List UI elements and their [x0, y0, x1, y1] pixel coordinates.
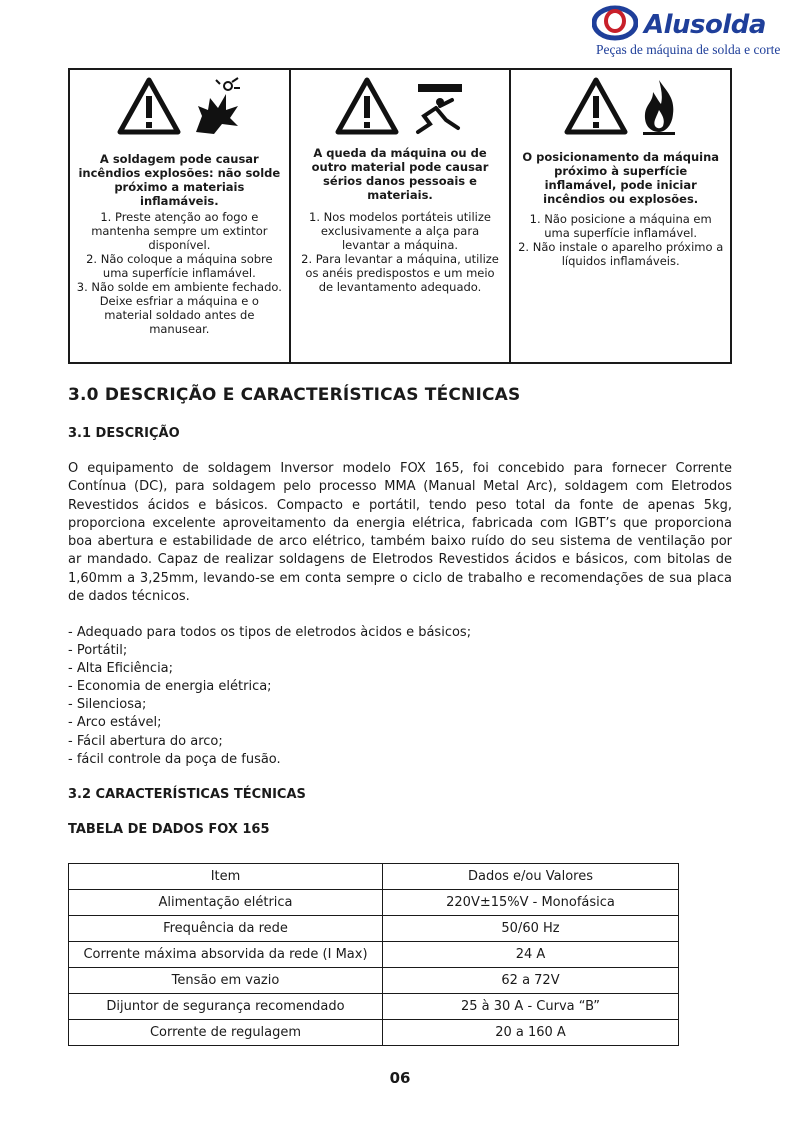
section-title: 3.0 DESCRIÇÃO E CARACTERÍSTICAS TÉCNICAS: [68, 385, 521, 405]
table-cell: Frequência da rede: [69, 916, 383, 942]
table-cell: 50/60 Hz: [383, 916, 679, 942]
table-cell: Corrente de regulagem: [69, 1020, 383, 1046]
table-row: [69, 1020, 679, 1046]
table-cell: 62 a 72V: [383, 968, 679, 994]
warning-item: 2. Para levantar a máquina, utilize os anéis predispostos e um meio de levantamento adequado.: [301, 252, 499, 294]
warning-item: 1. Não posicione a máquina em uma superfície inflamável.: [529, 212, 712, 240]
table-cell: 24 A: [383, 942, 679, 968]
paragraph-line: O equipamento de soldagem Inversor modelo FOX 165, foi concebido para fornecer Corrente: [68, 461, 732, 476]
table-cell: Alimentação elétrica: [69, 890, 383, 916]
warning-heading: A soldagem pode causar incêndios explosões: não solde próximo a materiais inflamáveis.: [78, 152, 281, 208]
warning-triangle-icon: [334, 76, 400, 136]
warning-triangle-icon: [563, 76, 629, 136]
warning-item: 3. Não solde em ambiente fechado.: [76, 280, 282, 294]
table-header-cell: Dados e/ou Valores: [383, 864, 679, 890]
warning-heading: O posicionamento da máquina próximo à superfície inflamável, pode iniciar incêndios ou explosões.: [522, 150, 720, 206]
explosion-icon: [192, 76, 242, 136]
table-row: [69, 916, 679, 942]
list-item: - Arco estável;: [68, 715, 162, 731]
table-cell: Corrente máxima absorvida da rede (I Max): [69, 942, 383, 968]
warning-item: Deixe esfriar a máquina e o material soldado antes de manusear.: [99, 294, 259, 336]
subsection-description-title: 3.1 DESCRIÇÃO: [68, 426, 180, 441]
page-number: 06: [389, 1069, 411, 1087]
warning-fire-explosion: [70, 70, 291, 362]
logo-swoosh-icon: [592, 4, 638, 42]
list-item: - fácil controle da poça de fusão.: [68, 751, 281, 767]
warning-heading: A queda da máquina ou de outro material pode causar sérios danos pessoais e materiais.: [311, 146, 489, 202]
paragraph-line: 1,60mm a 3,25mm, levando-se em conta sempre o ciclo de trabalho e recomendações de sua placa: [68, 570, 732, 586]
paragraph-line: Contínua (DC), para soldagem pelo processo MMA (Manual Metal Arc), soldagem com Eletrodos: [68, 479, 732, 495]
logo-wordmark: Alusolda: [644, 10, 766, 40]
table-title: TABELA DE DADOS FOX 165: [68, 822, 270, 837]
table-row: [69, 942, 679, 968]
paragraph-line: boa abertura e estabilidade de arco elétrico, também baixo ruído do seu sistema de ventilação por: [68, 534, 732, 550]
table-header-cell: Item: [69, 864, 383, 890]
table-row: [69, 994, 679, 1020]
paragraph-line: ar mandado. Capaz de realizar soldagens de Eletrodos Revestidos ácidos e básicos, com bitolas de: [68, 552, 732, 568]
subsection-specs-title: 3.2 CARACTERÍSTICAS TÉCNICAS: [68, 787, 306, 802]
specs-table: [68, 863, 679, 1046]
table-cell: Dijuntor de segurança recomendado: [69, 994, 383, 1020]
list-item: - Silenciosa;: [68, 697, 147, 713]
table-cell: Tensão em vazio: [69, 968, 383, 994]
list-item: - Alta Eficiência;: [68, 661, 174, 677]
description-paragraph: [68, 460, 732, 606]
safety-warning-table: [68, 68, 732, 364]
list-item: - Portátil;: [68, 643, 128, 659]
list-item: - Fácil abertura do arco;: [68, 733, 223, 749]
features-list: [68, 624, 471, 769]
warning-flammable-surface: [511, 70, 730, 362]
table-cell: 220V±15%V - Monofásica: [383, 890, 679, 916]
flame-icon: [639, 76, 679, 136]
warning-item: 1. Nos modelos portáteis utilize exclusivamente a alça para levantar a máquina.: [309, 210, 491, 252]
warning-instructions: [297, 210, 504, 294]
warning-item: 2. Não coloque a máquina sobre uma superfície inflamável.: [86, 252, 273, 280]
paragraph-line: Revestidos ácidos e básicos. Compacto e portátil, tendo peso total da fonte de apenas 5kg,: [68, 497, 732, 513]
paragraph-line: de dados técnicos.: [68, 589, 190, 605]
warning-instructions: [517, 212, 724, 268]
warning-item: 1. Preste atenção ao fogo e mantenha sempre um extintor disponível.: [91, 210, 268, 252]
falling-object-icon: [410, 76, 466, 136]
table-cell: 25 à 30 A - Curva “B”: [383, 994, 679, 1020]
warning-triangle-icon: [116, 76, 182, 136]
list-item: - Economia de energia elétrica;: [68, 679, 272, 695]
logo-tagline: Peças de máquina de solda e corte: [596, 42, 781, 57]
brand-logo: [590, 4, 790, 60]
warning-falling-machine: [291, 70, 512, 362]
warning-instructions: [76, 210, 283, 336]
warning-item: 2. Não instale o aparelho próximo a líquidos inflamáveis.: [518, 240, 724, 268]
list-item: - Adequado para todos os tipos de eletrodos àcidos e básicos;: [68, 625, 472, 640]
table-row: [69, 968, 679, 994]
table-cell: 20 a 160 A: [383, 1020, 679, 1046]
table-header-row: [69, 864, 679, 890]
table-row: [69, 890, 679, 916]
paragraph-line: proporciona excelente aproveitamento da energia elétrica, fabricada com IGBT’s que proporciona: [68, 515, 732, 531]
